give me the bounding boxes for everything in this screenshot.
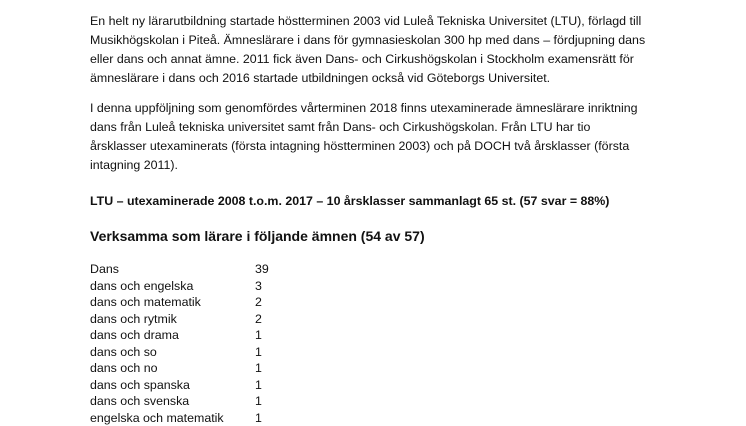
table-row [90,360,390,377]
table-row [90,377,390,394]
subject-name: Dans [90,261,119,278]
subject-name: dans och no [90,360,158,377]
subject-count: 1 [255,344,262,361]
table-row [90,294,390,311]
followup-paragraph: I denna uppföljning som genomfördes vårterminen 2018 finns utexaminerade ämneslärare inriktning dans från Luleå tekniska universitet samt från Dans- och Cirkushögskolan. Från LTU har tio årsklasser utexaminerats (första intagning höstterminen 2003) och på DOCH två årsklasser (första intagning 2011). [90,99,650,175]
subject-name: dans och drama [90,327,179,344]
subject-count: 1 [255,393,262,410]
subject-count: 3 [255,278,262,295]
subject-count: 39 [255,261,269,278]
subject-count: 2 [255,294,262,311]
ltu-subheading: LTU – utexaminerade 2008 t.o.m. 2017 – 10 årsklasser sammanlagt 65 st. (57 svar = 88%) [90,194,609,208]
table-row [90,261,390,278]
table-row [90,410,390,426]
intro-paragraph: En helt ny lärarutbildning startade höstterminen 2003 vid Luleå Tekniska Universitet (LTU), förlagd till Musikhögskolan i Piteå. Ämneslärare i dans för gymnasieskolan 300 hp med dans – fördjupning dans eller dans och annat ämne. 2011 fick även Dans- och Cirkushögskolan i Stockholm examensrätt för ämneslärare i dans och 2016 startade utbildningen också vid Göteborgs Universitet. [90,12,650,88]
subject-name: dans och rytmik [90,311,177,328]
subject-count: 1 [255,377,262,394]
subject-name: dans och matematik [90,294,201,311]
table-row [90,311,390,328]
table-row [90,327,390,344]
subjects-table [90,261,390,426]
subject-count: 1 [255,360,262,377]
subject-name: engelska och matematik [90,410,224,426]
subject-name: dans och spanska [90,377,190,394]
table-row [90,344,390,361]
subject-name: dans och svenska [90,393,189,410]
subject-name: dans och so [90,344,157,361]
table-row [90,278,390,295]
subject-count: 1 [255,410,262,426]
table-row [90,393,390,410]
section-title: Verksamma som lärare i följande ämnen (54 av 57) [90,228,425,244]
subject-count: 2 [255,311,262,328]
subject-name: dans och engelska [90,278,193,295]
subject-count: 1 [255,327,262,344]
